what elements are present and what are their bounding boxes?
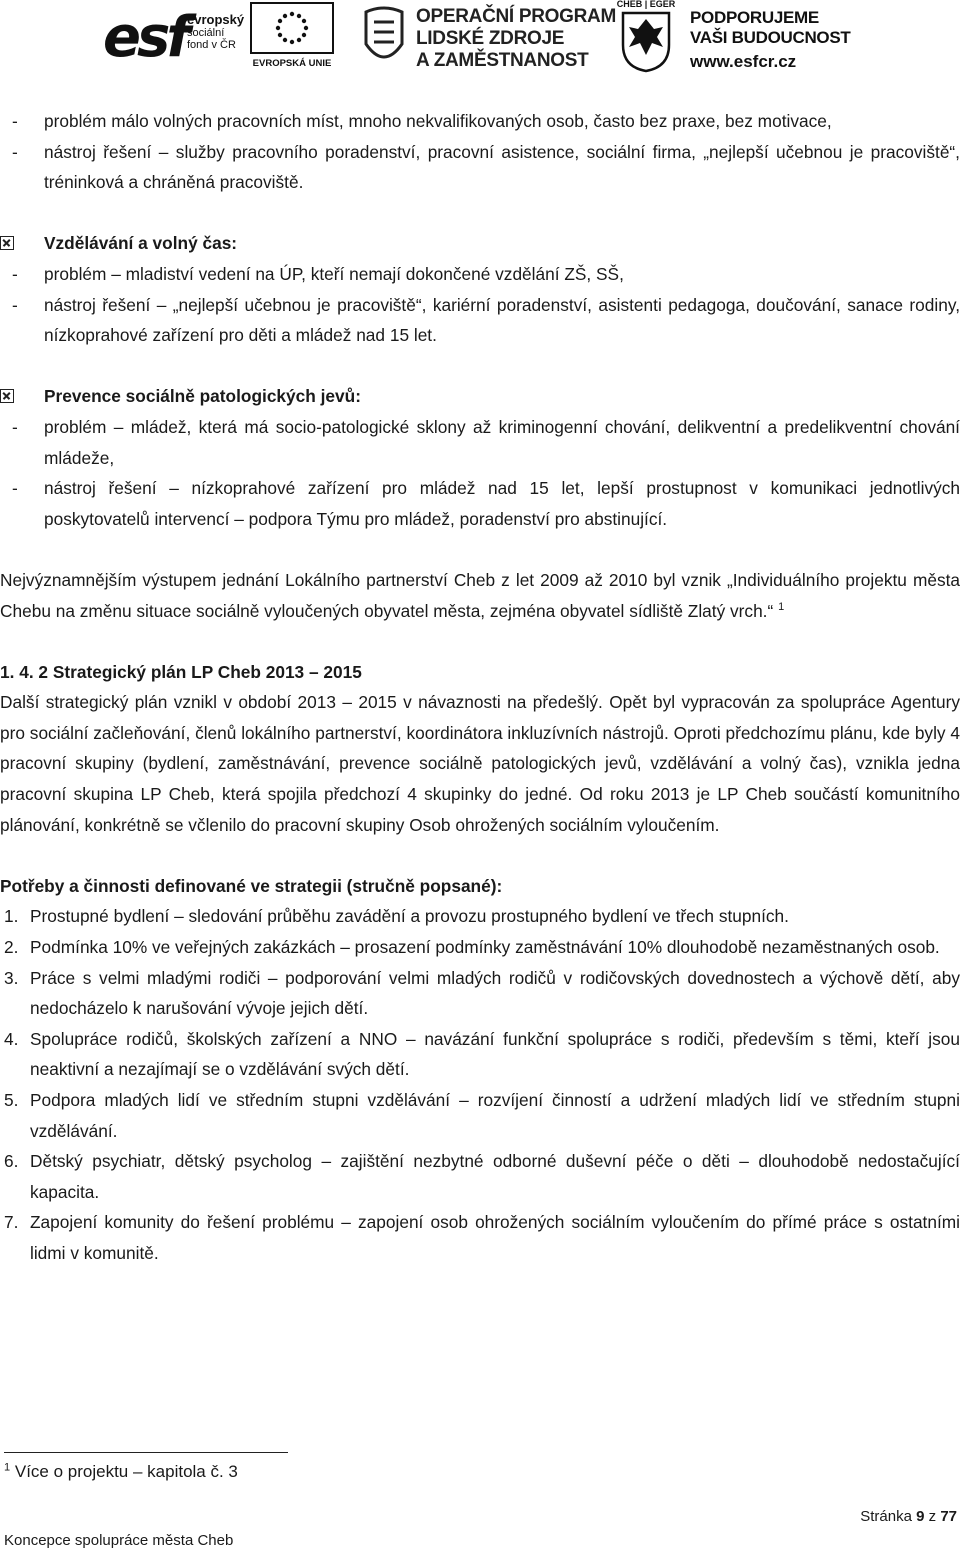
- page-content: [0, 106, 960, 1269]
- dash-marker: -: [12, 416, 18, 437]
- list-item: [0, 106, 960, 137]
- page-number: [860, 1508, 957, 1525]
- dash-marker: -: [12, 294, 18, 315]
- esf-logo: [103, 0, 243, 75]
- checkbox-x-icon: [0, 389, 14, 403]
- op-line-1: OPERAČNÍ PROGRAM: [416, 6, 616, 27]
- footnote-ref[interactable]: 1: [778, 600, 785, 613]
- needs-item: [0, 1207, 960, 1268]
- footnote-text: Více o projektu – kapitola č. 3: [14, 1462, 238, 1481]
- coat-of-arms-icon: [621, 11, 671, 73]
- needs-number: 7.: [4, 1212, 19, 1233]
- op-text: [416, 6, 616, 72]
- dash-marker: -: [12, 141, 18, 162]
- needs-number: 2.: [4, 937, 19, 958]
- list-item-text: nástroj řešení – služby pracovního poradenství, pracovní asistence, sociální firma, „nejlepší učebnou je pracoviště“, tréninková a chráněná pracoviště.: [44, 141, 960, 193]
- page-current: 9: [916, 1508, 925, 1525]
- op-line-3: A ZAMĚSTNANOST: [416, 50, 589, 71]
- needs-number: 1.: [4, 906, 19, 927]
- checkbox-x-icon: [0, 236, 14, 250]
- needs-item: [0, 901, 960, 932]
- dash-marker: -: [12, 478, 18, 499]
- list-item: [0, 412, 960, 473]
- needs-number: 6.: [4, 1151, 19, 1172]
- list-item: [0, 473, 960, 534]
- needs-item: [0, 932, 960, 963]
- op-logo: [362, 0, 616, 75]
- logo-banner: [0, 0, 960, 78]
- esf-mark: esf: [103, 5, 187, 70]
- list-item-text: nástroj řešení – nízkoprahové zařízení pro mládež nad 15 let, lepší prostupnost v komunikaci jednotlivých poskytovatelů intervencí – podpora Týmu pro mládež, poradenství pro abstinující.: [44, 478, 960, 529]
- esf-line-3: fond v ČR: [187, 39, 236, 51]
- section-heading-text: Prevence sociálně patologických jevů:: [44, 386, 361, 407]
- needs-number: 5.: [4, 1090, 19, 1110]
- footnote: [4, 1462, 238, 1482]
- list-item-text: problém – mladiství vedení na ÚP, kteří nemají dokončené vzdělání ZŠ, SŠ,: [44, 263, 624, 284]
- needs-number: 3.: [4, 967, 19, 988]
- list-item-text: nástroj řešení – „nejlepší učebnou je pracoviště“, kariérní poradenství, asistenti pedagoga, doučování, sanace rodiny, nízkoprahové zařízení pro děti a mládež nad 15 let.: [44, 294, 960, 346]
- support-line-1: PODPORUJEME: [690, 8, 819, 27]
- esf-url: www.esfcr.cz: [690, 52, 797, 71]
- needs-text: Prostupné bydlení – sledování průběhu zavádění a provozu prostupného bydlení ve třech stupních.: [30, 906, 789, 927]
- needs-text: Podmínka 10% ve veřejných zakázkách – prosazení podmínky zaměstnávání 10% dlouhodobě nezaměstnaných osob.: [30, 937, 940, 958]
- needs-text: Práce s velmi mladými rodiči – podporování velmi mladých rodičů v rodičovských dovednostech a výchově dětí, aby nedocházelo k narušování vývoje jejich dětí.: [30, 967, 960, 1019]
- dash-marker: -: [12, 111, 18, 131]
- document-name: Koncepce spolupráce města Cheb: [4, 1532, 234, 1549]
- list-item: [0, 259, 960, 290]
- needs-list: [0, 901, 960, 1268]
- eu-flag-icon: [250, 2, 334, 54]
- esf-line-1: evropský: [187, 12, 245, 27]
- paragraph-outcome-text: Nejvýznamnějším výstupem jednání Lokálního partnerství Cheb z let 2009 až 2010 byl vznik „Individuálního projektu města Chebu na změnu situace sociálně vyloučených obyvatel města, zejména obyvatel sídliště Zlatý vrch.“: [0, 569, 960, 621]
- needs-item: [0, 1085, 960, 1146]
- page-separator: z: [928, 1508, 937, 1525]
- support-line-2: VAŠI BUDOUCNOST: [690, 28, 851, 47]
- list-item: [0, 290, 960, 351]
- list-item: [0, 137, 960, 198]
- op-emblem-icon: [362, 4, 406, 70]
- needs-item: [0, 1024, 960, 1085]
- needs-text: Dětský psychiatr, dětský psycholog – zajištění nezbytné odborné duševní péče o děti – dlouhodobě nedostačující kapacita.: [30, 1151, 960, 1202]
- section-heading: [0, 381, 960, 412]
- paragraph-strategy: Další strategický plán vznikl v období 2013 – 2015 v návaznosti na předešlý. Opět byl vypracován za spolupráce Agentury pro sociální začleňování, členů lokálního partnerství, koordinátora inkluzívních nástrojů. Oproti předchozímu plánu, kde byly 4 pracovní skupiny (bydlení, zaměstnávání, prevence sociálně patologických jevů, vzdělávání a volný čas), vznikla jedna pracovní skupina LP Cheb, která spojila předchozí 4 skupinky do jedné. Od roku 2013 je LP Cheb součástí komunitního plánování, konkrétně se včlenilo do pracovní skupiny Osob ohrožených sociálním vyloučením.: [0, 692, 960, 835]
- eu-label: EVROPSKÁ UNIE: [252, 58, 332, 69]
- eu-logo: [250, 0, 334, 75]
- op-line-2: LIDSKÉ ZDROJE: [416, 28, 565, 49]
- needs-item: [0, 1146, 960, 1207]
- footnote-number: 1: [4, 1461, 11, 1474]
- needs-text: Podpora mladých lidí ve středním stupni vzdělávání – rozvíjení činností a udržení mladých lidí ve středním stupni vzdělávání.: [30, 1090, 960, 1141]
- needs-heading: Potřeby a činnosti definované ve strategii (stručně popsané):: [0, 875, 503, 896]
- needs-item: [0, 963, 960, 1024]
- needs-number: 4.: [4, 1028, 19, 1049]
- section-heading: [0, 228, 960, 259]
- esf-text: [187, 14, 244, 51]
- footnote-divider: [4, 1452, 288, 1453]
- section-heading-text: Vzdělávání a volný čas:: [44, 233, 238, 254]
- support-logo: [690, 0, 890, 75]
- needs-text: Zapojení komunity do řešení problému – zapojení osob ohrožených sociálním vyloučením do přímé práce s ostatními lidmi v komunitě.: [30, 1212, 960, 1263]
- list-item-text: problém málo volných pracovních míst, mnoho nekvalifikovaných osob, často bez praxe, bez motivace,: [44, 111, 832, 131]
- cheb-name: CHEB | EGER: [616, 0, 676, 9]
- chapter-heading: 1. 4. 2 Strategický plán LP Cheb 2013 – 2015: [0, 661, 362, 682]
- list-item-text: problém – mládež, která má socio-patologické sklony až kriminogenní chování, delikventní a predelikventní chování mládeže,: [44, 416, 960, 468]
- page-total: 77: [940, 1508, 957, 1525]
- page-prefix: Stránka: [860, 1508, 912, 1525]
- dash-marker: -: [12, 263, 18, 284]
- cheb-logo: [615, 0, 677, 75]
- needs-text: Spolupráce rodičů, školských zařízení a NNO – navázání funkční spolupráce s rodiči, především s těmi, kteří jsou neaktivní a nezajímají se o vzdělávání svých dětí.: [30, 1028, 960, 1080]
- support-text: [690, 8, 850, 48]
- paragraph-outcome: [0, 565, 960, 626]
- esf-line-2: sociální: [187, 27, 225, 39]
